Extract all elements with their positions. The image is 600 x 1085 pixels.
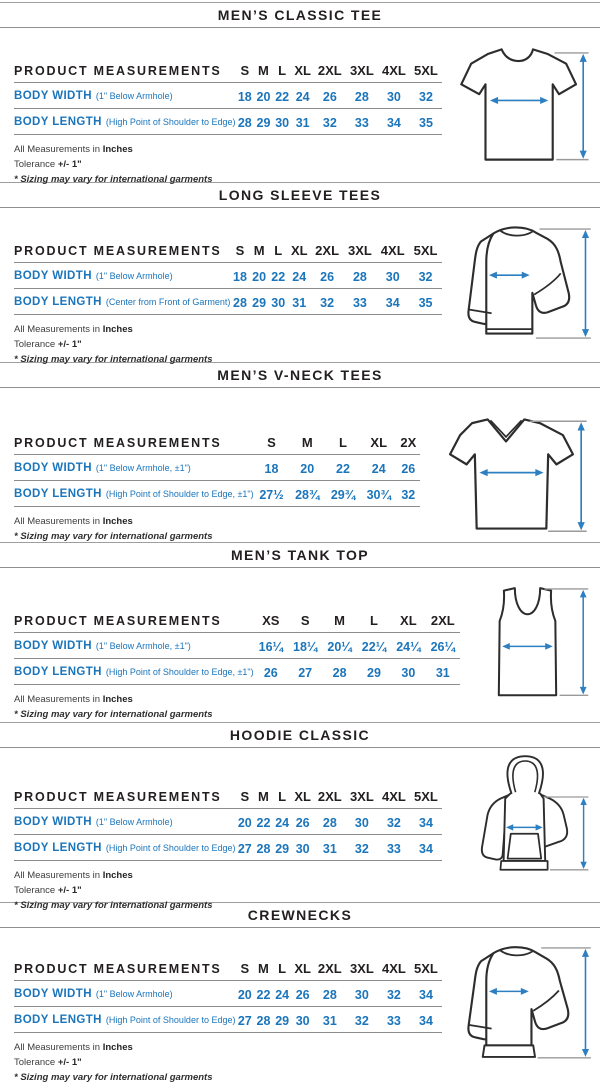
- size-column-header: 3XL: [344, 240, 377, 263]
- size-column-header: L: [273, 60, 292, 83]
- measurement-value: 35: [409, 289, 442, 315]
- measurement-value: 31: [291, 109, 313, 135]
- size-column-header: XL: [391, 610, 425, 633]
- size-column-header: S: [235, 786, 254, 809]
- measurement-value: 34: [410, 835, 442, 861]
- section-body: [0, 568, 600, 722]
- note-text: +/- 1": [57, 1057, 82, 1068]
- measurement-value: 20: [250, 263, 269, 289]
- measurement-value: 24: [288, 263, 311, 289]
- measurement-value: 30: [378, 83, 410, 109]
- measurements-table: [14, 240, 442, 315]
- row-sublabel: (1" Below Armhole, ±1"): [95, 641, 191, 651]
- product-measurements-header: PRODUCT MEASUREMENTS: [14, 60, 235, 83]
- row-label: BODY WIDTH: [14, 90, 92, 102]
- measurement-row: [14, 835, 442, 861]
- tank-top-icon: [460, 582, 595, 709]
- note-line: [14, 142, 446, 157]
- measurement-value: 34: [410, 981, 442, 1007]
- measurement-row: [14, 109, 442, 135]
- measurement-value: 32: [397, 481, 420, 507]
- size-column-header: L: [325, 432, 361, 455]
- measurement-value: 32: [409, 263, 442, 289]
- note-text: Inches: [102, 324, 133, 335]
- measurement-value: 20: [254, 83, 273, 109]
- measurement-value: 26¼: [426, 633, 460, 659]
- note-text: Tolerance: [14, 1057, 58, 1068]
- size-column-header: M: [254, 958, 273, 981]
- section-body: [0, 28, 600, 187]
- measurement-row: [14, 659, 460, 685]
- row-label-cell: [14, 659, 254, 685]
- section-title: HOODIE CLASSIC: [229, 727, 371, 743]
- section-body: [0, 748, 600, 913]
- illustration-column: [442, 208, 599, 367]
- row-label: BODY WIDTH: [14, 640, 92, 652]
- row-label-cell: [14, 455, 254, 481]
- measurement-value: 20: [235, 809, 254, 835]
- table-column: [14, 28, 446, 187]
- size-column-header: M: [250, 240, 269, 263]
- size-column-header: XL: [288, 240, 311, 263]
- measurement-value: 26: [291, 809, 313, 835]
- measurement-value: 31: [426, 659, 460, 685]
- size-column-header: 3XL: [346, 786, 378, 809]
- measurement-value: 34: [376, 289, 409, 315]
- garment-outline: [499, 588, 556, 695]
- measurement-value: 33: [378, 835, 410, 861]
- size-column-header: 4XL: [376, 240, 409, 263]
- row-label-cell: [14, 633, 254, 659]
- measurement-value: 18: [235, 83, 254, 109]
- section-body: [0, 208, 600, 367]
- measurement-value: 20¼: [322, 633, 356, 659]
- measurement-value: 18: [230, 263, 249, 289]
- measurement-value: 20: [289, 455, 325, 481]
- measurement-row: [14, 633, 460, 659]
- illustration-column: [429, 388, 596, 544]
- table-column: [14, 208, 442, 367]
- section-hoodie-classic: [0, 722, 600, 911]
- table-column: [14, 388, 429, 544]
- measurement-row: [14, 263, 442, 289]
- note-text: * Sizing may vary for international garments: [14, 709, 213, 720]
- measurement-value: 31: [314, 1007, 346, 1033]
- kangaroo-pocket: [508, 834, 542, 859]
- note-line: [14, 529, 429, 544]
- measurement-value: 28¾: [289, 481, 325, 507]
- notes: [14, 142, 446, 187]
- note-text: * Sizing may vary for international garments: [14, 1072, 213, 1083]
- note-text: * Sizing may vary for international garments: [14, 531, 213, 542]
- notes: [14, 1040, 442, 1085]
- size-column-header: L: [269, 240, 288, 263]
- measurement-value: 32: [314, 109, 346, 135]
- measurement-value: 27: [235, 835, 254, 861]
- illustration-column: [442, 928, 599, 1085]
- measurement-value: 33: [346, 109, 378, 135]
- notes: [14, 322, 442, 367]
- measurement-value: 20: [235, 981, 254, 1007]
- row-sublabel: (1" Below Armhole): [95, 91, 173, 101]
- measurement-value: 30¾: [361, 481, 397, 507]
- row-sublabel: (High Point of Shoulder to Edge, ±1"): [105, 489, 254, 499]
- note-line: [14, 172, 446, 187]
- note-line: [14, 868, 462, 883]
- row-sublabel: (1" Below Armhole): [95, 271, 173, 281]
- row-sublabel: (High Point of Shoulder to Edge, ±1"): [105, 667, 254, 677]
- measurement-row: [14, 455, 420, 481]
- row-label: BODY LENGTH: [14, 1014, 102, 1026]
- row-label-cell: [14, 1007, 235, 1033]
- measurement-value: 29: [357, 659, 391, 685]
- note-line: [14, 883, 462, 898]
- section-long-sleeve-tees: [0, 182, 600, 365]
- measurement-value: 29: [250, 289, 269, 315]
- section-title: CREWNECKS: [247, 907, 353, 923]
- size-column-header: XL: [361, 432, 397, 455]
- size-column-header: L: [273, 958, 292, 981]
- measurement-value: 30: [391, 659, 425, 685]
- row-sublabel: (High Point of Shoulder to Edge): [105, 843, 236, 853]
- measurement-value: 30: [346, 809, 378, 835]
- note-text: * Sizing may vary for international garments: [14, 174, 213, 185]
- note-text: All Measurements in: [14, 694, 103, 705]
- section-body: [0, 928, 600, 1085]
- row-label: BODY LENGTH: [14, 116, 102, 128]
- size-column-header: 4XL: [378, 60, 410, 83]
- table-header-row: [14, 60, 442, 83]
- measurement-value: 27: [288, 659, 322, 685]
- section-title: MEN’S V-NECK TEES: [217, 367, 383, 383]
- note-text: Inches: [102, 144, 133, 155]
- section-mens-v-neck-tees: [0, 362, 600, 542]
- size-column-header: S: [235, 60, 254, 83]
- row-label: BODY WIDTH: [14, 816, 92, 828]
- size-column-header: M: [289, 432, 325, 455]
- measurement-value: 26: [397, 455, 420, 481]
- size-column-header: S: [254, 432, 290, 455]
- note-text: +/- 1": [57, 885, 82, 896]
- measurement-value: 30: [291, 1007, 313, 1033]
- measurement-value: 34: [410, 1007, 442, 1033]
- size-column-header: M: [254, 786, 273, 809]
- measurement-value: 28: [344, 263, 377, 289]
- size-column-header: 2XL: [311, 240, 344, 263]
- measurement-value: 24: [361, 455, 397, 481]
- garment-outline: [461, 49, 576, 159]
- measurement-value: 30: [376, 263, 409, 289]
- size-column-header: 2XL: [314, 60, 346, 83]
- measurement-value: 22: [254, 981, 273, 1007]
- measurement-value: 28: [235, 109, 254, 135]
- measurement-value: 30: [269, 289, 288, 315]
- measurement-value: 31: [314, 835, 346, 861]
- measurements-table: [14, 786, 442, 861]
- measurement-value: 34: [378, 109, 410, 135]
- measurement-value: 32: [378, 981, 410, 1007]
- measurement-value: 26: [314, 83, 346, 109]
- size-column-header: 3XL: [346, 958, 378, 981]
- note-text: All Measurements in: [14, 1042, 103, 1053]
- measurement-value: 30: [273, 109, 292, 135]
- table-header-row: [14, 958, 442, 981]
- v-neck-icon: [429, 412, 594, 536]
- row-sublabel: (1" Below Armhole): [95, 989, 173, 999]
- note-text: Inches: [102, 870, 133, 881]
- measurement-value: 30: [291, 835, 313, 861]
- measurement-value: 31: [288, 289, 311, 315]
- table-header-row: [14, 432, 420, 455]
- product-measurements-header: PRODUCT MEASUREMENTS: [14, 786, 235, 809]
- measurement-value: 29¾: [325, 481, 361, 507]
- note-line: [14, 337, 442, 352]
- row-label-cell: [14, 835, 235, 861]
- note-line: [14, 157, 446, 172]
- size-column-header: S: [288, 610, 322, 633]
- section-title-band: [0, 542, 600, 568]
- size-column-header: 4XL: [378, 786, 410, 809]
- row-label: BODY LENGTH: [14, 842, 102, 854]
- note-line: [14, 1040, 442, 1055]
- size-column-header: 5XL: [410, 958, 442, 981]
- note-line: [14, 1070, 442, 1085]
- hoodie-icon: [462, 752, 594, 882]
- row-label: BODY WIDTH: [14, 988, 92, 1000]
- measurement-value: 28: [314, 981, 346, 1007]
- measurement-value: 22: [269, 263, 288, 289]
- note-text: +/- 1": [57, 339, 82, 350]
- hem-band: [483, 1045, 535, 1057]
- measurement-value: 35: [410, 109, 442, 135]
- measurement-row: [14, 289, 442, 315]
- section-body: [0, 388, 600, 544]
- measurement-value: 27: [235, 1007, 254, 1033]
- section-mens-classic-tee: [0, 2, 600, 185]
- measurement-value: 16¼: [254, 633, 288, 659]
- note-text: Tolerance: [14, 885, 58, 896]
- table-header-row: [14, 240, 442, 263]
- note-line: [14, 898, 462, 913]
- note-text: All Measurements in: [14, 870, 103, 881]
- row-sublabel: (Center from Front of Garment): [105, 297, 231, 307]
- row-label-cell: [14, 109, 235, 135]
- table-header-row: [14, 610, 460, 633]
- measurements-table: [14, 432, 420, 507]
- row-label: BODY LENGTH: [14, 666, 102, 678]
- measurement-row: [14, 809, 442, 835]
- row-label: BODY WIDTH: [14, 462, 92, 474]
- measurement-value: 28: [314, 809, 346, 835]
- garment-outline: [486, 227, 569, 333]
- long-sleeve-icon: [442, 222, 597, 346]
- size-column-header: 2XL: [314, 786, 346, 809]
- measurement-value: 18: [254, 455, 290, 481]
- note-text: +/- 1": [57, 159, 82, 170]
- size-column-header: XS: [254, 610, 288, 633]
- row-label-cell: [14, 981, 235, 1007]
- classic-tee-icon: [446, 44, 594, 165]
- measurement-value: 29: [273, 835, 292, 861]
- row-label: BODY LENGTH: [14, 488, 102, 500]
- measurement-value: 28: [230, 289, 249, 315]
- notes: [14, 868, 462, 913]
- measurement-value: 26: [291, 981, 313, 1007]
- measurement-value: 34: [410, 809, 442, 835]
- size-column-header: 5XL: [410, 786, 442, 809]
- note-text: Inches: [102, 1042, 133, 1053]
- size-column-header: 2XL: [314, 958, 346, 981]
- measurement-value: 22: [273, 83, 292, 109]
- note-text: Tolerance: [14, 339, 58, 350]
- measurement-value: 28: [346, 83, 378, 109]
- size-column-header: S: [235, 958, 254, 981]
- product-measurements-header: PRODUCT MEASUREMENTS: [14, 610, 254, 633]
- hem-band: [500, 861, 547, 870]
- notes: [14, 514, 429, 544]
- illustration-column: [460, 568, 597, 722]
- row-label: BODY WIDTH: [14, 270, 92, 282]
- row-label-cell: [14, 83, 235, 109]
- note-line: [14, 352, 442, 367]
- measurement-value: 32: [346, 1007, 378, 1033]
- note-line: [14, 707, 460, 722]
- note-text: Inches: [102, 694, 133, 705]
- measurement-value: 26: [254, 659, 288, 685]
- garment-outline: [450, 419, 573, 528]
- measurement-value: 24: [273, 981, 292, 1007]
- section-title: MEN’S CLASSIC TEE: [217, 7, 383, 23]
- row-label-cell: [14, 809, 235, 835]
- row-label-cell: [14, 289, 230, 315]
- measurement-value: 33: [378, 1007, 410, 1033]
- table-column: [14, 568, 460, 722]
- measurement-value: 26: [311, 263, 344, 289]
- measurement-value: 24: [291, 83, 313, 109]
- size-column-header: 3XL: [346, 60, 378, 83]
- product-measurements-header: PRODUCT MEASUREMENTS: [14, 432, 254, 455]
- table-column: [14, 928, 442, 1085]
- note-text: * Sizing may vary for international garments: [14, 354, 213, 365]
- illustration-column: [446, 28, 596, 187]
- measurement-row: [14, 981, 442, 1007]
- measurement-value: 22¼: [357, 633, 391, 659]
- row-label-cell: [14, 481, 254, 507]
- measurement-value: 32: [410, 83, 442, 109]
- note-text: Tolerance: [14, 159, 58, 170]
- measurements-table: [14, 610, 460, 685]
- garment-outline: [486, 947, 568, 1045]
- row-sublabel: (1" Below Armhole, ±1"): [95, 463, 191, 473]
- size-column-header: S: [230, 240, 249, 263]
- notes: [14, 692, 460, 722]
- size-column-header: M: [254, 60, 273, 83]
- product-measurements-header: PRODUCT MEASUREMENTS: [14, 240, 230, 263]
- table-column: [14, 748, 462, 913]
- size-column-header: 2X: [397, 432, 420, 455]
- row-sublabel: (High Point of Shoulder to Edge): [105, 117, 236, 127]
- measurement-value: 29: [254, 109, 273, 135]
- measurement-value: 18¼: [288, 633, 322, 659]
- size-column-header: XL: [291, 786, 313, 809]
- size-column-header: XL: [291, 958, 313, 981]
- table-header-row: [14, 786, 442, 809]
- measurement-row: [14, 1007, 442, 1033]
- section-title-band: [0, 2, 600, 28]
- measurement-value: 28: [254, 835, 273, 861]
- measurement-value: 28: [322, 659, 356, 685]
- size-column-header: L: [273, 786, 292, 809]
- measurement-value: 22: [325, 455, 361, 481]
- note-line: [14, 1055, 442, 1070]
- measurement-value: 24: [273, 809, 292, 835]
- measurement-value: 30: [346, 981, 378, 1007]
- note-text: * Sizing may vary for international garments: [14, 900, 213, 911]
- measurement-value: 22: [254, 809, 273, 835]
- row-sublabel: (1" Below Armhole): [95, 817, 173, 827]
- measurement-value: 27½: [254, 481, 290, 507]
- note-line: [14, 322, 442, 337]
- note-line: [14, 514, 429, 529]
- product-measurements-header: PRODUCT MEASUREMENTS: [14, 958, 235, 981]
- note-text: All Measurements in: [14, 144, 103, 155]
- note-text: All Measurements in: [14, 516, 103, 527]
- illustration-column: [462, 748, 596, 913]
- size-column-header: 2XL: [426, 610, 460, 633]
- size-column-header: XL: [291, 60, 313, 83]
- measurement-value: 32: [378, 809, 410, 835]
- row-sublabel: (High Point of Shoulder to Edge): [105, 1015, 236, 1025]
- section-crewnecks: [0, 902, 600, 1083]
- size-column-header: M: [322, 610, 356, 633]
- size-column-header: 5XL: [410, 60, 442, 83]
- measurements-table: [14, 60, 442, 135]
- measurement-value: 33: [344, 289, 377, 315]
- size-column-header: 5XL: [409, 240, 442, 263]
- size-column-header: 4XL: [378, 958, 410, 981]
- row-label: BODY LENGTH: [14, 296, 102, 308]
- measurements-table: [14, 958, 442, 1033]
- note-text: Inches: [102, 516, 133, 527]
- measurement-value: 29: [273, 1007, 292, 1033]
- section-title: LONG SLEEVE TEES: [218, 187, 382, 203]
- measurement-value: 24¼: [391, 633, 425, 659]
- measurement-value: 32: [311, 289, 344, 315]
- section-title-band: [0, 722, 600, 748]
- measurement-row: [14, 481, 420, 507]
- section-mens-tank-top: [0, 542, 600, 722]
- measurement-value: 32: [346, 835, 378, 861]
- measurement-row: [14, 83, 442, 109]
- note-line: [14, 692, 460, 707]
- size-column-header: L: [357, 610, 391, 633]
- measurement-value: 28: [254, 1007, 273, 1033]
- note-text: All Measurements in: [14, 324, 103, 335]
- row-label-cell: [14, 263, 230, 289]
- section-title: MEN’S TANK TOP: [230, 547, 370, 563]
- crewneck-icon: [442, 940, 597, 1064]
